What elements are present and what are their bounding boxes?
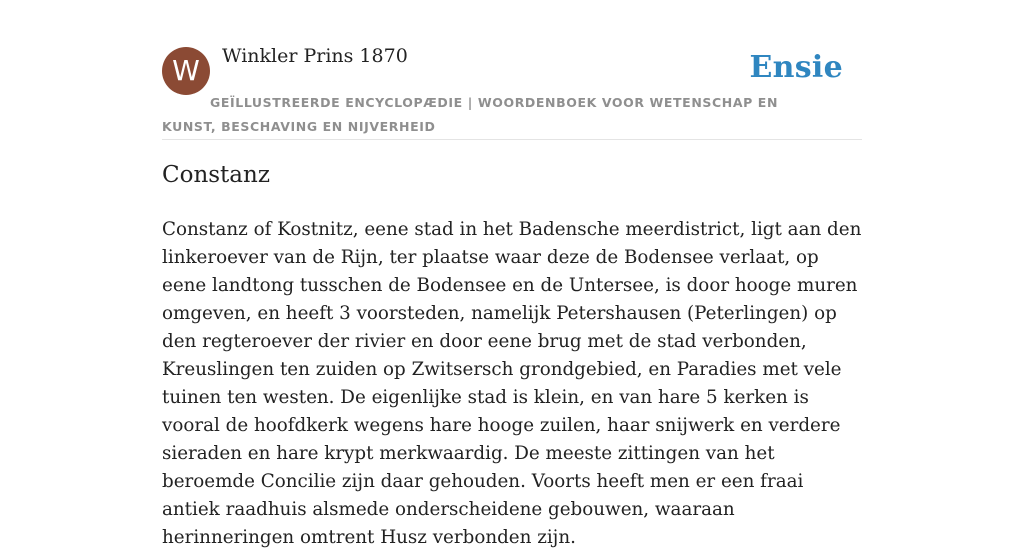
- article-body: Constanz of Kostnitz, eene stad in het Badensche meerdistrict, ligt aan den linkeroever van de Rijn, ter plaatse waar deze de Bodensee verlaat, op eene landtong tusschen de Bodensee en de Untersee, is door hooge muren omgeven, en heeft 3 voorsteden, namelijk Petershausen (Peterlingen) op den regteroever der rivier en door eene brug met de stad verbonden, Kreuslingen ten zuiden op Zwitsersch grondgebied, en Paradies met vele tuinen ten westen. De eigenlijke stad is klein, en van hare 5 kerken is vooral de hoofdkerk wegens hare hooge zuilen, haar snijwerk en verdere sieraden en hare krypt merkwaardig. De meeste zittingen van het beroemde Concilie zijn daar gehouden. Voorts heeft men er een fraai antiek raadhuis alsmede onderscheidene gebouwen, waaraan herinneringen omtrent Husz verbonden zijn.: [162, 219, 862, 548]
- source-subtitle: GEÏLLUSTREERDE ENCYCLOPÆDIE | WOORDENBOEK VOOR WETENSCHAP EN KUNST, BESCHAVING EN NIJVERHEID: [162, 95, 779, 134]
- ensie-logo[interactable]: Ensie: [749, 50, 843, 85]
- article-title: Constanz: [162, 162, 270, 188]
- header-divider: [162, 139, 862, 140]
- source-title[interactable]: Winkler Prins 1870: [222, 45, 408, 67]
- source-avatar[interactable]: W: [162, 47, 210, 95]
